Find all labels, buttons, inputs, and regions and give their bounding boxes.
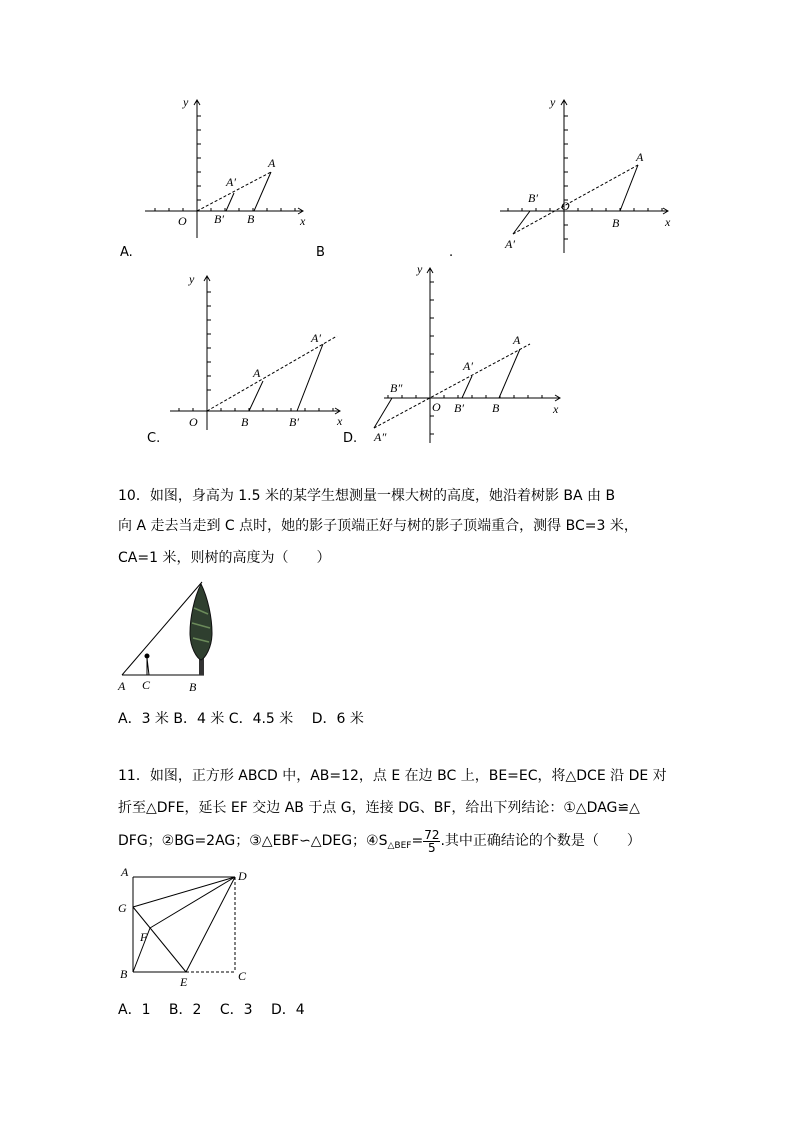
graph-label: O: [561, 199, 570, 213]
tree-shadow-figure: [112, 578, 222, 698]
question-text-line: 折至△DFE，延长 EF 交边 AB 于点 G，连接 DG、BF，给出下列结论：①△DAG≌△: [118, 800, 640, 816]
area-subscript: △BEF: [387, 840, 412, 851]
graph-label: B′: [289, 415, 299, 429]
graph-label: B: [241, 415, 249, 429]
question-text-line: CA=1 米，则树的高度为（ ）: [118, 550, 331, 566]
equals-sign: =: [411, 833, 424, 849]
graph-label: B′: [454, 401, 464, 415]
y-ticks: [197, 116, 201, 200]
graph-label: A′: [463, 359, 473, 373]
graph-label: y: [189, 272, 195, 286]
question-text-fragment: .其中正确结论的个数是（ ）: [440, 833, 641, 849]
graph-label: x: [665, 215, 671, 229]
graph-label: B′: [528, 191, 538, 205]
question-11: [118, 769, 690, 859]
question-text-line: 10．如图，身高为 1.5 米的某学生想测量一棵大树的高度，她沿着树影 BA 由 B: [118, 488, 616, 504]
graph-label: y: [417, 262, 423, 276]
graph-label: O: [178, 214, 187, 228]
fraction-denominator: 5: [428, 840, 436, 855]
option-c-label: C.: [147, 431, 161, 446]
graph-label: O: [189, 415, 198, 429]
graph-option-b: [495, 88, 685, 258]
graph-label: A: [253, 366, 261, 380]
figure-label: D: [238, 869, 247, 883]
y-ticks: [207, 292, 211, 390]
graph-label: A″: [374, 430, 387, 444]
graph-label: A′: [505, 237, 515, 251]
figure-label: C: [142, 678, 151, 692]
figure-label: B: [120, 967, 128, 981]
graph-label: A: [513, 333, 521, 347]
graph-label: A′: [311, 331, 321, 345]
figure-label: B: [189, 680, 197, 694]
figure-label: E: [180, 975, 188, 989]
question-text-line: 11．如图，正方形 ABCD 中，AB=12，点 E 在边 BC 上，BE=EC，将△DCE 沿 DE 对: [118, 768, 667, 784]
figure-label: F: [140, 930, 148, 944]
graph-label: x: [300, 214, 306, 228]
y-ticks: [564, 116, 568, 239]
graph-label: A′: [226, 175, 236, 189]
question-text-line: 向 A 走去当走到 C 点时，她的影子顶端正好与树的影子顶端重合，测得 BC=3 米，: [118, 518, 638, 534]
fraction: [423, 829, 440, 854]
graph-label: B: [247, 212, 255, 226]
answer-choices: A．3 米 B．4 米 C．4.5 米 D．6 米: [118, 711, 364, 727]
square-fold-figure: [112, 862, 257, 992]
graph-option-a: [140, 88, 320, 238]
figure-label: C: [238, 969, 247, 983]
graph-label: A: [268, 156, 276, 170]
figure-label: A: [121, 865, 129, 879]
fraction-numerator: 72: [424, 827, 440, 842]
graph-label: y: [183, 95, 189, 109]
graph-label: B′: [214, 212, 224, 226]
answer-choices: A．1 B．2 C．3 D．4: [118, 1002, 305, 1018]
option-b-label: B: [316, 245, 325, 260]
question-text-line: [118, 827, 641, 855]
graph-label: B: [612, 216, 620, 230]
option-b-dot: .: [449, 245, 454, 260]
graph-label: B: [492, 401, 500, 415]
graph-label: O: [432, 400, 441, 414]
graph-option-c: [165, 270, 350, 435]
figure-label: A: [118, 679, 126, 693]
figure-label: G: [118, 901, 127, 915]
option-d-label: D.: [343, 431, 358, 446]
option-a-label: A.: [120, 245, 133, 260]
graph-label: x: [337, 414, 343, 428]
tree-icon: [190, 584, 212, 675]
graph-label: y: [550, 95, 556, 109]
graph-label: A: [636, 150, 644, 164]
graph-label: B″: [390, 381, 403, 395]
question-text-fragment: DFG；②BG=2AG；③△EBF∽△DEG；④S: [118, 833, 388, 849]
graph-label: x: [553, 402, 559, 416]
graph-option-d: [368, 258, 568, 448]
